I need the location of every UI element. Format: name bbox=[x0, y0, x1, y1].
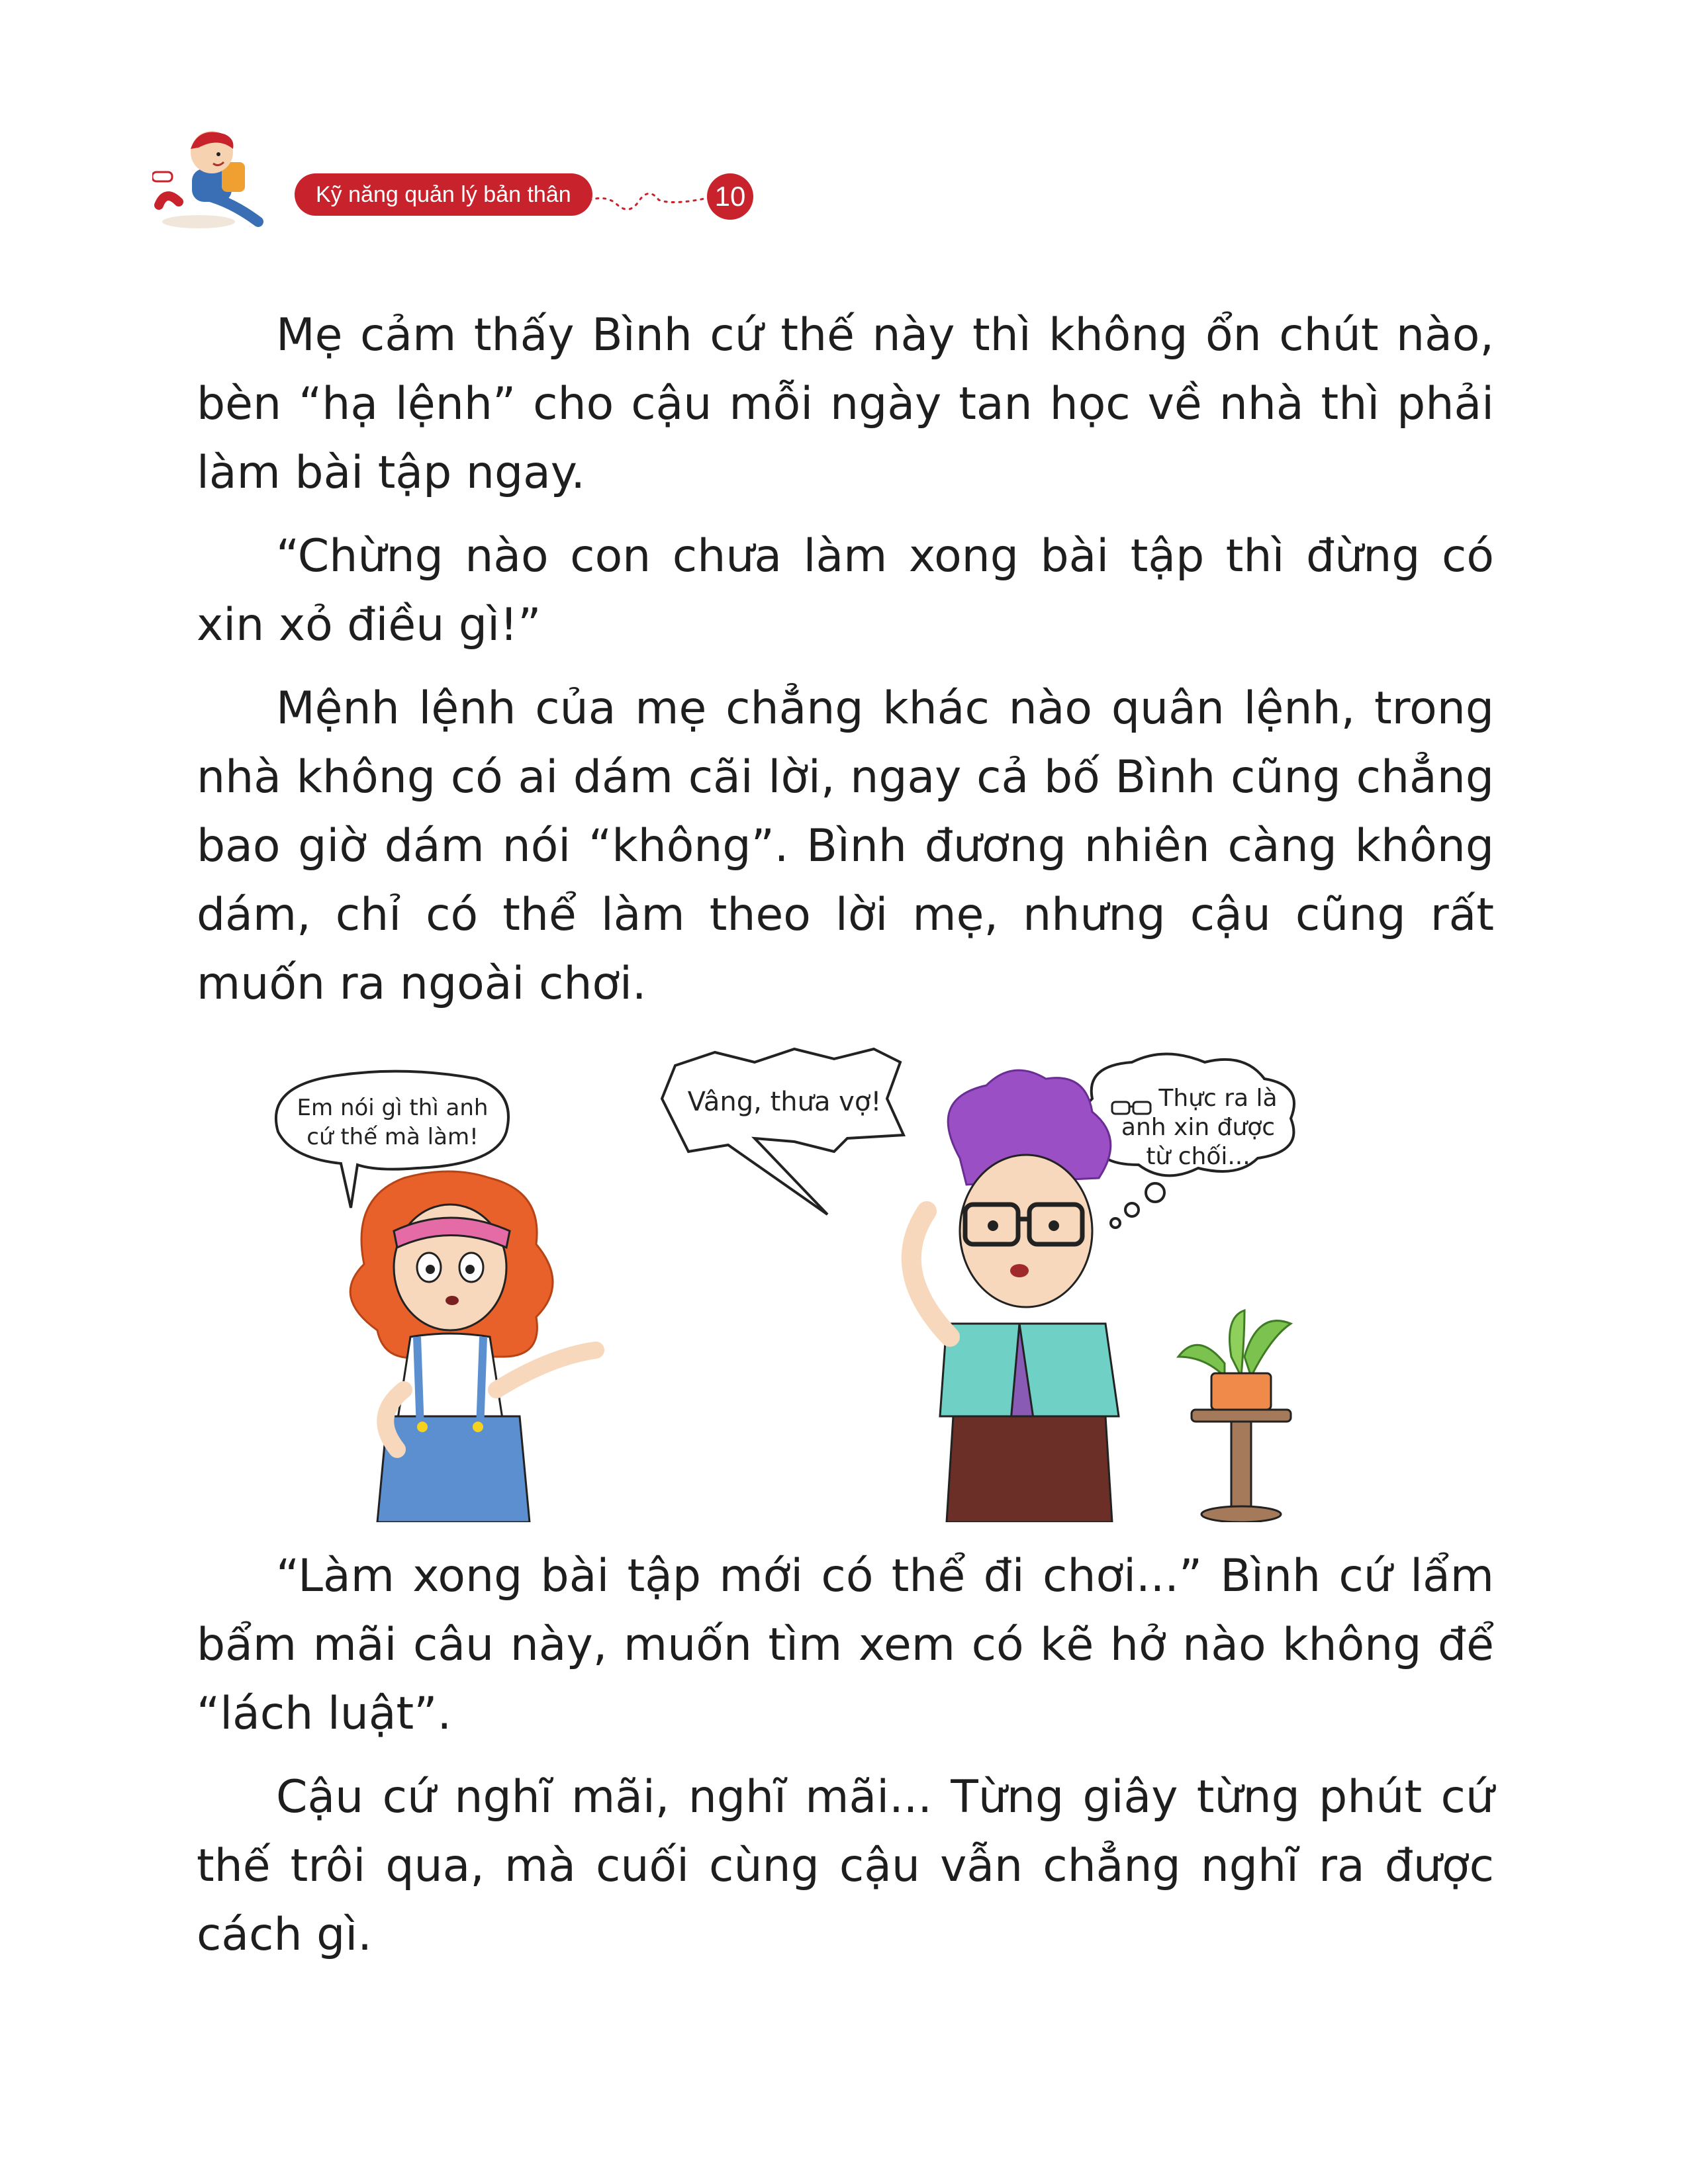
dad-speech-text: Vâng, thưa vợ! bbox=[687, 1087, 882, 1117]
illustration bbox=[252, 1046, 1443, 1522]
paragraph: “Làm xong bài tập mới có thể đi chơi...” Bình cứ lẩm bẩm mãi câu này, muốn tìm xem có kẽ hở nào không để “lách luật”. bbox=[197, 1550, 1494, 1740]
paragraph: “Chừng nào con chưa làm xong bài tập thì đừng có xin xỏ điều gì!” bbox=[197, 530, 1494, 651]
paragraph: Mẹ cảm thấy Bình cứ thế này thì không ổn chút nào, bèn “hạ lệnh” cho cậu mỗi ngày tan học về nhà thì phải làm bài tập ngay. bbox=[197, 309, 1494, 499]
mom-speech-text-line-1: Em nói gì thì anh bbox=[297, 1095, 489, 1121]
header-book-title: Kỹ năng quản lý bản thân bbox=[295, 173, 592, 216]
potted-plant-icon bbox=[1178, 1310, 1291, 1522]
paragraph: Cậu cứ nghĩ mãi, nghĩ mãi... Từng giây từng phút cứ thế trôi qua, mà cuối cùng cậu vẫn chẳng nghĩ ra được cách gì. bbox=[197, 1771, 1494, 1961]
text-block-bottom bbox=[197, 1542, 1494, 1984]
page-number: 10 bbox=[707, 173, 753, 220]
paragraph: Mệnh lệnh của mẹ chẳng khác nào quân lệnh, trong nhà không có ai dám cãi lời, ngay cả bố Bình cũng chẳng bao giờ dám nói “không”. Bình đương nhiên càng không dám, chỉ có thể làm theo lời mẹ, nhưng cậu cũng rất muốn ra ngoài chơi. bbox=[197, 682, 1494, 1010]
mom-character bbox=[350, 1171, 596, 1522]
dad-character bbox=[912, 1070, 1119, 1522]
dad-thought-text-line-2: anh xin được bbox=[1121, 1114, 1276, 1141]
dad-thought-text-line-1: Thực ra là bbox=[1158, 1085, 1278, 1112]
dad-speech-bubble bbox=[662, 1049, 904, 1214]
text-block-top bbox=[197, 301, 1494, 1033]
dad-thought-text-line-3: từ chối... bbox=[1146, 1143, 1250, 1170]
mom-speech-text-line-2: cứ thế mà làm! bbox=[306, 1124, 479, 1150]
running-boy-mascot-icon bbox=[152, 122, 278, 235]
dotted-connector bbox=[583, 173, 708, 220]
